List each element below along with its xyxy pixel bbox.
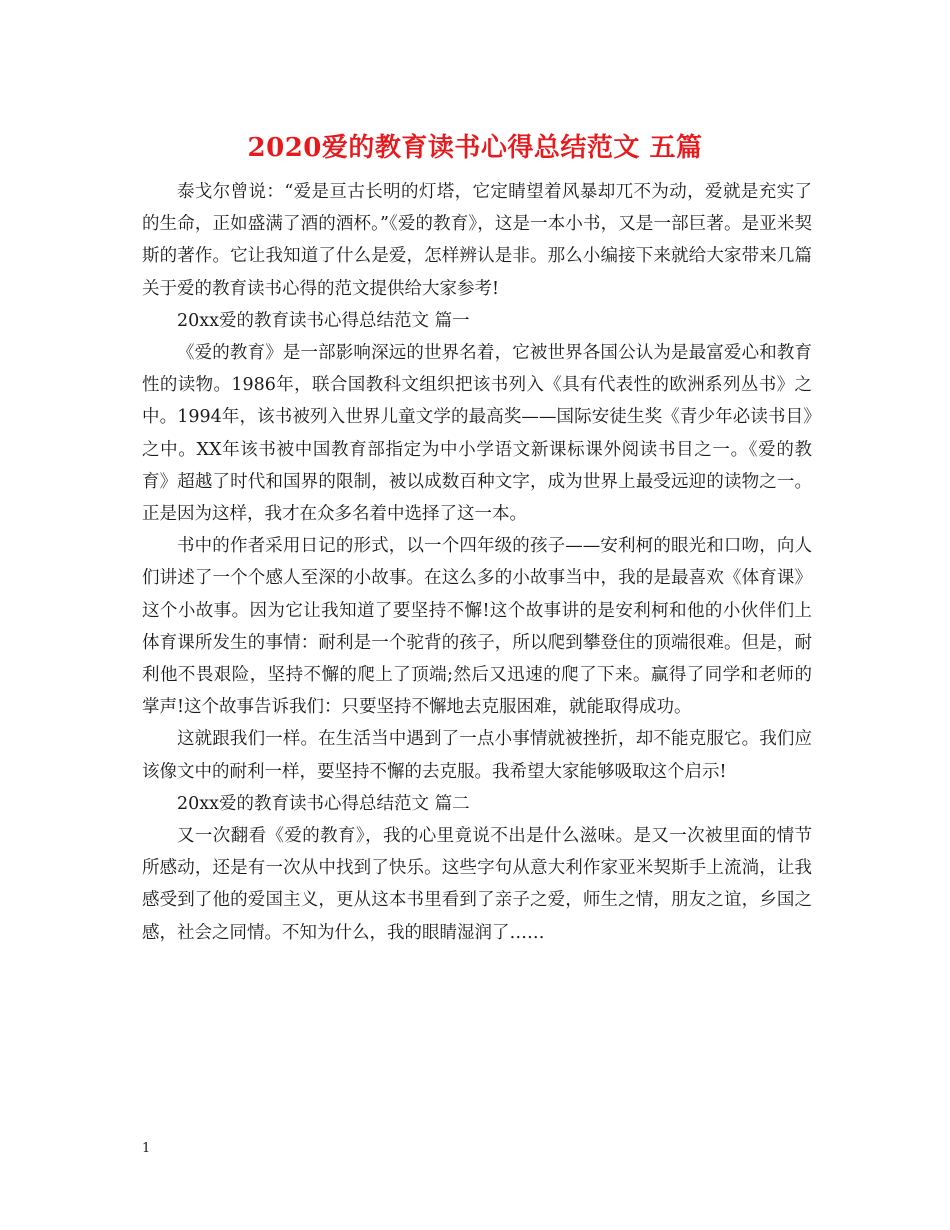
page-number: 1 <box>142 1141 151 1156</box>
section-heading-2: 20xx爱的教育读书心得总结范文 篇二 <box>177 793 470 814</box>
body-paragraph: 又一次翻看《爱的教育》，我的心里竟说不出是什么滋味。是又一次被里面的情节所感动，还是有一次从中找到了快乐。这些字句从意大利作家亚米契斯手上流淌，让我感受到了他的爱国主义，更从这本书里看到了亲子之爱，师生之情，朋友之谊，乡国之感，社会之同情。不知为什么，我的眼睛湿润了…… <box>142 826 812 943</box>
document-title: 2020爱的教育读书心得总结范文 五篇 <box>247 133 703 163</box>
body-paragraph: 《爱的教育》是一部影响深远的世界名着，它被世界各国公认为是最富爱心和教育性的读物。1986年，联合国教科文组织把该书列入《具有代表性的欧洲系列丛书》之中。1994年，该书被列入世界儿童文学的最高奖——国际安徒生奖《青少年必读书目》之中。XX年该书被中国教育部指定为中小学语文新课标课外阅读书目之一。《爱的教育》超越了时代和国界的限制，被以成数百种文字，成为世界上最受远迎的读物之一。正是因为这样，我才在众多名着中选择了这一本。 <box>142 343 812 525</box>
intro-paragraph: 泰戈尔曾说：“爱是亘古长明的灯塔，它定睛望着风暴却兀不为动，爱就是充实了的生命，正如盛满了酒的酒杯。”《爱的教育》，这是一本小书，又是一部巨著。是亚米契斯的著作。它让我知道了什么是爱，怎样辨认是非。那么小编接下来就给大家带来几篇关于爱的教育读书心得的范文提供给大家参考! <box>142 182 812 299</box>
body-paragraph: 这就跟我们一样。在生活当中遇到了一点小事情就被挫折，却不能克服它。我们应该像文中的耐利一样，要坚持不懈的去克服。我希望大家能够吸取这个启示! <box>142 729 812 782</box>
document-body <box>142 176 812 949</box>
section-heading-1: 20xx爱的教育读书心得总结范文 篇一 <box>177 310 470 331</box>
body-paragraph: 书中的作者采用日记的形式，以一个四年级的孩子——安利柯的眼光和口吻，向人们讲述了一个个感人至深的小故事。在这么多的小故事当中，我的是最喜欢《体育课》这个小故事。因为它让我知道了要坚持不懈!这个故事讲的是安利柯和他的小伙伴们上体育课所发生的事情：耐利是一个驼背的孩子，所以爬到攀登住的顶端很难。但是，耐利他不畏艰险，坚持不懈的爬上了顶端;然后又迅速的爬了下来。赢得了同学和老师的掌声!这个故事告诉我们：只要坚持不懈地去克服困难，就能取得成功。 <box>142 536 812 718</box>
